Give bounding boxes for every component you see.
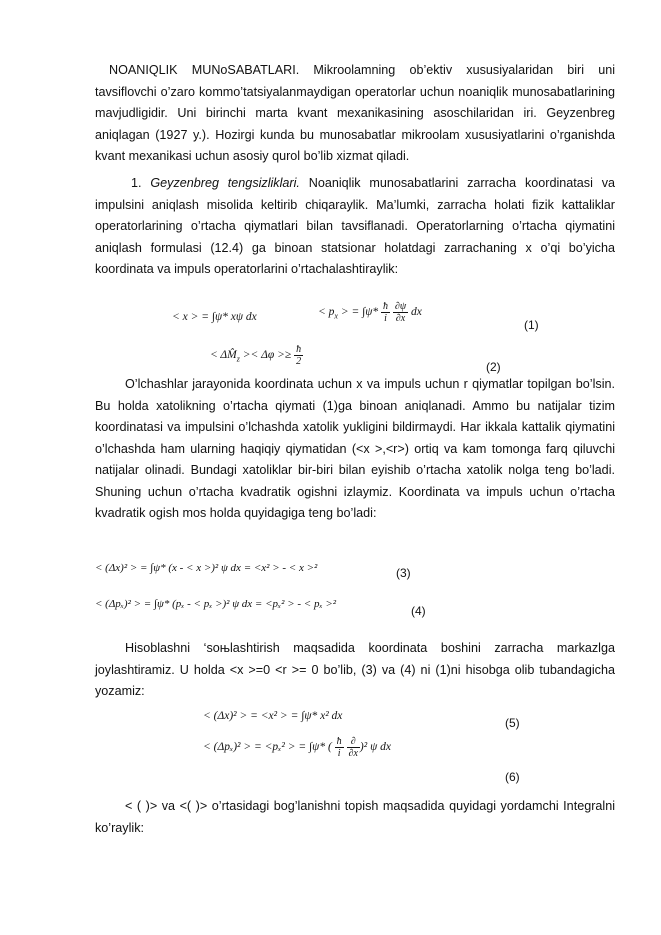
equation-5-number: (5) xyxy=(505,716,520,730)
equation-4: < (Δpₓ)² > = ∫ψ* (pₓ - < pₓ >)² ψ dx = <pₓ² > - < pₓ >² xyxy=(95,598,337,610)
equation-2 xyxy=(210,344,303,367)
equation-2-number: (2) xyxy=(486,360,501,374)
eq1b-hbar: ħ xyxy=(383,301,389,312)
equation-1a: < x > = ∫ψ* xψ dx xyxy=(172,311,257,323)
eq2-two: 2 xyxy=(296,356,302,367)
equation-3: < (Δx)² > = ∫ψ* (x - < x >)² ψ dx = <x² > - < x >² xyxy=(95,562,318,574)
paragraph-intro: NOANIQLIK MUNoSABATLARI. Mikroolamning ob’ektiv xususiyalaridan biri uni tavsiflovchi o’zaro kommo’tatsiyalanmaydigan operatorlar uchun noaniqlik munosabatlarining mavjudligidir. Uni birinchi marta kvant mexanikasining asoschilaridan iri. Geyzenbreg aniqlagan (1927 y.). Hozirgi kunda bu munosabatlar mikroolam xususiyatlarini o’rganishda kvant mexanikasi uchun asosiy qurol bo’lib xizmat qiladi. xyxy=(95,63,615,163)
eq2-hbar-over-2 xyxy=(294,344,303,367)
paragraph-auxiliary: < ( )> va <( )> o’rtasidagi bog’lanishni topish maqsadida quyidagi yordamchi Integralni ko’raylik: xyxy=(95,799,615,835)
equation-3-number: (3) xyxy=(396,566,411,580)
eq1b-dpsi: ∂ψ xyxy=(394,301,407,312)
eq1b-left: < p xyxy=(318,306,335,319)
eq1b-sub: x xyxy=(334,311,338,321)
eq1b-derivative xyxy=(393,301,408,324)
eq1b-hbar-over-i xyxy=(381,301,390,324)
eq1b-i: i xyxy=(384,313,387,324)
eq6-hbar-over-i xyxy=(335,736,344,759)
eq1b-mid: > = ∫ψ* xyxy=(337,306,379,319)
equation-4-number: (4) xyxy=(411,604,426,618)
equation-6-number: (6) xyxy=(505,770,520,784)
equation-6 xyxy=(203,736,391,759)
paragraph-simplify: Hisoblashni ‘soњlashtirish maqsadida koordinata boshini zarracha markazlga joylashtiramiz. U holda <x >=0 <r >= 0 bo’lib, (3) va (4) ni (1)ni hisobga olib tubandagicha yozamiz: xyxy=(95,641,615,698)
section-number: 1. xyxy=(131,176,142,190)
eq1b-end: dx xyxy=(408,306,422,319)
eq2-mid: >< Δφ >≥ xyxy=(239,349,295,362)
equation-1-number: (1) xyxy=(524,318,539,332)
equation-5: < (Δx)² > = <x² > = ∫ψ* x² dx xyxy=(203,710,343,722)
paragraph-measurement: O’lchashlar jarayonida koordinata uchun x va impuls uchun r qiymatlar topilgan bo’lsin. Bu holda xatolikning o’rtacha qiymati (1)ga binoan aniqlanadi. Ammo bu natijalar tizim koordinatasi va impulsini o’lchashda xatolik yukligini bildirmaydi. Har ikkala kattalik qiymatini o’lchashda ham ularning haqiqiy qiymatidan (<x >,<r>) ortiq va kam tomonga farq qiluvchi natijalar olinadi. Bundagi xatoliklar bir-biri bilan eyishib o’rtacha xatolik nolga teng bo’ladi. Shuning uchun o’rtacha kvadratik ogishni izlaymiz. Koordinata va impuls uchun o’rtacha kvadratik ogish mos holda quyidagiga teng bo’ladi: xyxy=(95,377,615,520)
section-title: Geyzenbreg tengsizliklari. xyxy=(150,176,300,190)
eq6-partial xyxy=(347,736,360,759)
paragraph-geyzenbreg xyxy=(95,173,615,281)
eq2-hbar: ħ xyxy=(296,344,302,355)
section-text: Noaniqlik munosabatlarini zarracha koordinatasi va impulsini aniqlash misolida keltirib chiqaraylik. Ma’lumki, zarracha holati fizik kattaliklar operatorlarining o’rtacha qiymatlari bilan tavsiflanadi. Operatorlarning o’rtacha qiymatini aniqlash formulasi (12.4) ga binoan statsionar holatdagi zarrachaning x o’qi bo’yicha koordinata va impuls operatorlarini o’rtachalashtiraylik: xyxy=(95,176,615,276)
eq1b-dx: ∂x xyxy=(395,313,406,324)
eq6-d: ∂ xyxy=(347,736,360,748)
eq6-right: )² ψ dx xyxy=(359,741,391,754)
eq2-sub: z xyxy=(236,354,240,364)
eq6-dx: ∂x xyxy=(348,748,358,759)
eq6-i: i xyxy=(337,748,341,759)
eq2-left: < ΔM̂ xyxy=(210,349,237,362)
eq6-hbar: ħ xyxy=(336,736,342,747)
eq6-left: < (Δpₓ)² > = <pₓ² > = ∫ψ* ( xyxy=(203,741,332,754)
equation-1b xyxy=(318,301,422,324)
